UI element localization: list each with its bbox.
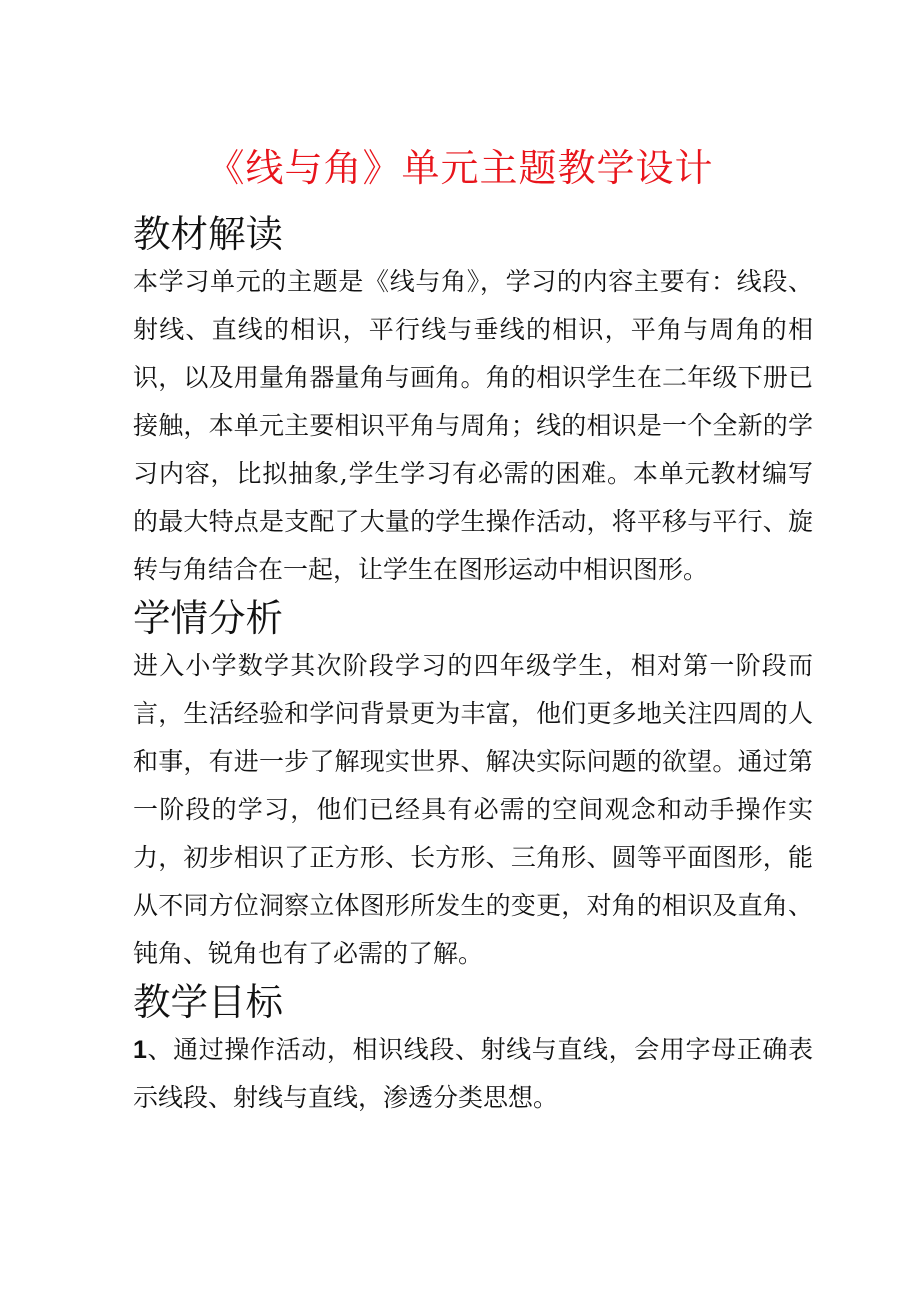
- section-heading-teaching-objectives: 教学目标: [133, 980, 283, 1024]
- document-body: [133, 210, 813, 1122]
- document-title: 《线与角》单元主题教学设计: [206, 146, 714, 190]
- section-paragraph-learner-analysis: 进入小学数学其次阶段学习的四年级学生，相对第一阶段而言，生活经验和学问背景更为丰富，他们更多地关注四周的人和事，有进一步了解现实世界、解决实际问题的欲望。通过第一阶段的学习，他们已经具有必需的空间观念和动手操作实力，初步相识了正方形、长方形、三角形、圆等平面图形，能从不同方位洞察立体图形所发生的变更，对角的相识及直角、钝角、锐角也有了必需的了解。: [133, 651, 813, 968]
- section-paragraph-textbook-analysis: 本学习单元的主题是《线与角》，学习的内容主要有：线段、射线、直线的相识，平行线与垂线的相识，平角与周角的相识，以及用量角器量角与画角。角的相识学生在二年级下册已接触，本单元主要相识平角与周角；线的相识是一个全新的学习内容，比拟抽象,学生学习有必需的困难。本单元教材编写的最大特点是支配了大量的学生操作活动，将平移与平行、旋转与角结合在一起，让学生在图形运动中相识图形。: [133, 267, 813, 584]
- objective-item-text: 、通过操作活动，相识线段、射线与直线，会用字母正确表示线段、射线与直线，渗透分类思想。: [133, 1035, 813, 1112]
- section-heading-learner-analysis: 学情分析: [133, 596, 283, 640]
- section-heading-textbook-analysis: 教材解读: [133, 212, 283, 256]
- objective-item: [133, 1026, 813, 1122]
- objective-item-number: 1: [133, 1036, 147, 1064]
